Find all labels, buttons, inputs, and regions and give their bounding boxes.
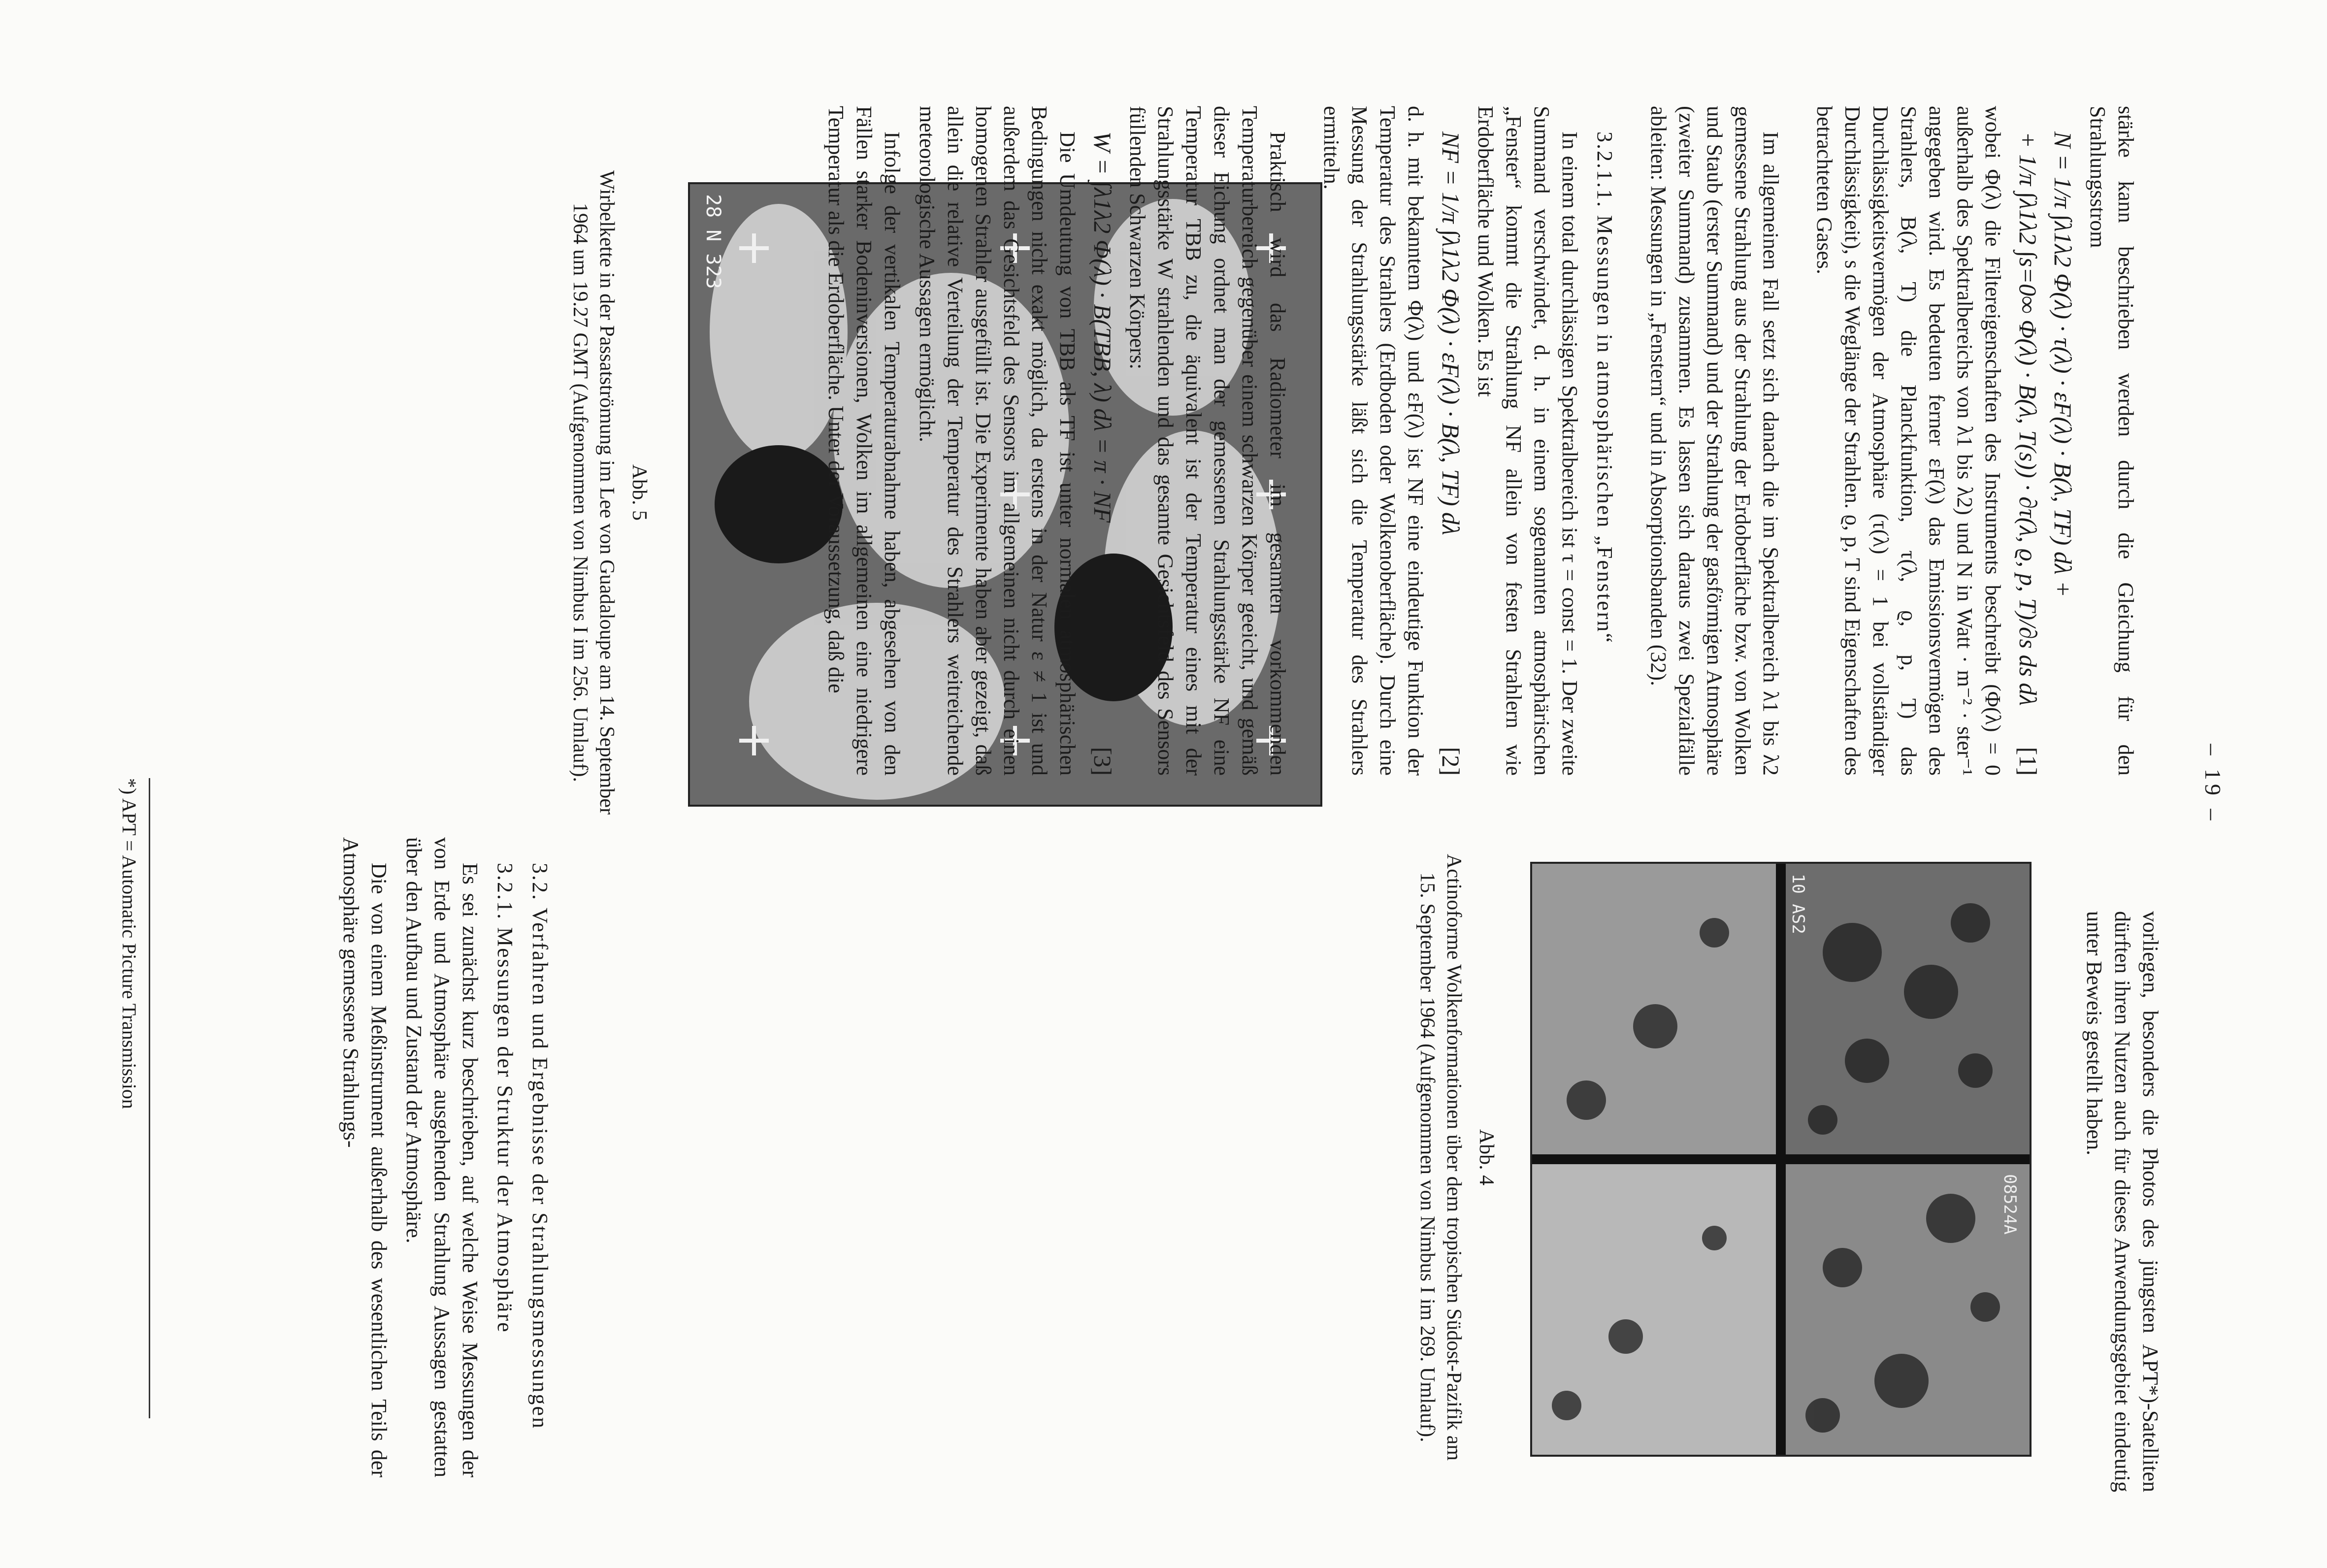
equation-1-line-2: + 1/π ∫λ1λ2 ∫s=0∞ Φ(λ) · B(λ, T(s)) · ∂τ(λ, ϱ, p, T)/∂s ds dλ [1] <box>2014 131 2042 776</box>
left-column-intro <box>2073 911 2164 1492</box>
right-column <box>815 106 2140 776</box>
right-paragraph-8: Infolge der vertikalen Temperaturabnahme haben, abgesehen von den Fällen starker Bodeninversionen, Wolken im allgemeinen eine niedrigere Temperatur als die Erdoberfläche. Unter der Voraussetzung, daß die <box>824 106 904 776</box>
right-paragraph-5: d. h. mit bekanntem Φ(λ) und εF(λ) ist NF eine eindeutige Funktion der Temperatur des Strahlers (Erdboden oder Wolkenoberfläche). Durch eine Messung der Strahlungsstärke läßt sich die Temperatur des Strahlers ermitteln. <box>1319 106 1428 776</box>
figure-4-label: Abb. 4 <box>1475 1129 1498 1186</box>
section-3-2-block <box>330 837 554 1477</box>
equation-3-number: [3] <box>1089 747 1116 776</box>
equation-1-number: [1] <box>2014 747 2042 776</box>
figure-4-photo <box>1530 862 2032 1457</box>
figure-5-overlay-label: 28 N 323 <box>702 194 724 289</box>
right-paragraph-2: wobei Φ(λ) die Filtereigenschaften des Instruments beschreibt (Φ(λ) = 0 außerhalb des Spektralbereichs von λ1 bis λ2) und N in Watt · m⁻² · ster⁻¹ angegeben wird. Es bedeuten ferner εF(λ) das Emissionsvermögen des Strahlers, B(λ, T) die Planckfunktion, τ(λ, ϱ, p, T) das Durchlässigkeitsvermögen der Atmosphäre (τ(λ) = 1 bei vollständiger Durchlässigkeit), s die Weglänge der Strahlen. ϱ, p, T sind Eigenschaften des betrachteten Gases. <box>1812 106 2005 776</box>
section-3-2-heading: 3.2. Verfahren und Ergebnisse der Strahlungsmessungen <box>528 863 552 1430</box>
equation-3: W = ∫λ1λ2 Φ(λ) · B(TBB, λ) dλ = π · NF [3] <box>1089 131 1116 776</box>
section-3-2-paragraph-2: Die von einem Meßinstrument außerhalb des wesentlichen Teils der Atmosphäre gemessene Strahlungs- <box>339 837 391 1477</box>
equation-2-number: [2] <box>1437 747 1465 776</box>
figure-4-image <box>1532 864 2030 1455</box>
footnote: *) APT = Automatic Picture Transmission <box>118 778 150 1418</box>
section-3-2-1-heading: 3.2.1. Messungen der Struktur der Atmosphäre <box>493 863 517 1334</box>
right-paragraph-1: stärke kann beschrieben werden durch die Gleichung für den Strahlungsstrom <box>2086 106 2138 776</box>
figure-5-caption-block <box>567 163 653 822</box>
intro-paragraph: vorliegen, besonders die Photos des jüngsten APT*)-Satelliten dürften ihren Nutzen auch für dieses Anwendungsgebiet eindeutig unter Beweis gestellt haben. <box>2082 911 2163 1492</box>
figure-4-overlay-label-2: 08524A <box>2000 1174 2020 1235</box>
page-number: – 19 – <box>2200 744 2226 824</box>
figure-4-caption: Actinoforme Wolkenformationen über dem tropischen Südost-Pazifik am 15. September 1964 (Aufgenommen von Nimbus I im 269. Umlauf). <box>1416 853 1465 1461</box>
figure-5-caption: Wirbelkette in der Passatströmung im Lee von Guadaloupe am 14. September 1964 um 19.27 GMT (Aufgenommen von Nimbus I im 256. Umlauf). <box>569 170 618 815</box>
figure-4-caption-block <box>1414 847 1500 1468</box>
right-paragraph-4: In einem total durchlässigen Spektralbereich ist τ = const = 1. Der zweite Summand verschwindet, d. h. in einem sogenannten atmosphärischen „Fenster“ kommt die Strahlung NF allein von festen Strahlern wie Erdoberfläche und Wolken. Es ist <box>1474 106 1582 776</box>
equation-1-line-1: N = 1/π ∫λ1λ2 Φ(λ) · τ(λ) · εF(λ) · B(λ, TF) dλ + <box>2049 131 2077 597</box>
equation-2: NF = 1/π ∫λ1λ2 Φ(λ) · εF(λ) · B(λ, TF) dλ [2] <box>1437 131 1465 776</box>
figure-4-overlay-label-1: 10 AS2 <box>1788 874 1808 934</box>
section-3-2-paragraph-1: Es sei zunächst kurz beschrieben, auf welche Weise Messungen der von Erde und Atmosphäre ausgehenden Strahlung Aussagen gestatten über den Aufbau und Zustand der Atmosphäre. <box>402 837 482 1477</box>
right-paragraph-3: Im allgemeinen Fall setzt sich danach die im Spektralbereich λ1 bis λ2 gemessene Strahlung aus der Strahlung der Erdoberfläche bzw. von Wolken und Staub (erster Summand) und der Strahlung der gasförmigen Atmosphäre (zweiter Summand) zusammen. Es lassen sich daraus zwei Spezialfälle ableiten: Messungen in „Fenstern“ und in Absorptionsbanden (32). <box>1646 106 1783 776</box>
right-paragraph-7: Die Umdeutung von TBB als TF ist unter normalen atmosphärischen Bedingungen nicht exakt möglich, da erstens in der Natur ε ≠ 1 ist und außerdem das Gesichtsfeld des Sensors im allgemeinen nicht durch einen homogenen Strahler ausgefüllt ist. Die Experimente haben aber gezeigt, daß allein die relative Verteilung der Temperatur des Strahlers weitreichende meteorologische Aussagen ermöglicht. <box>915 106 1080 776</box>
right-paragraph-6: Praktisch wird das Radiometer im gesamten vorkommenden Temperaturbereich gegenüber einem schwarzen Körper geeicht, und gemäß dieser Eichung ordnet man der gemessenen Strahlungsstärke NF eine Temperatur TBB zu, die äquivalent ist der Temperatur eines mit der Strahlungsstärke W strahlenden und das gesamte Gesichtsfeld des Sensors füllenden Schwarzen Körpers: <box>1125 106 1290 776</box>
section-3-2-1-1-heading: 3.2.1.1. Messungen in atmosphärischen „Fenstern“ <box>1593 131 1617 644</box>
figure-5-label: Abb. 5 <box>628 464 651 521</box>
